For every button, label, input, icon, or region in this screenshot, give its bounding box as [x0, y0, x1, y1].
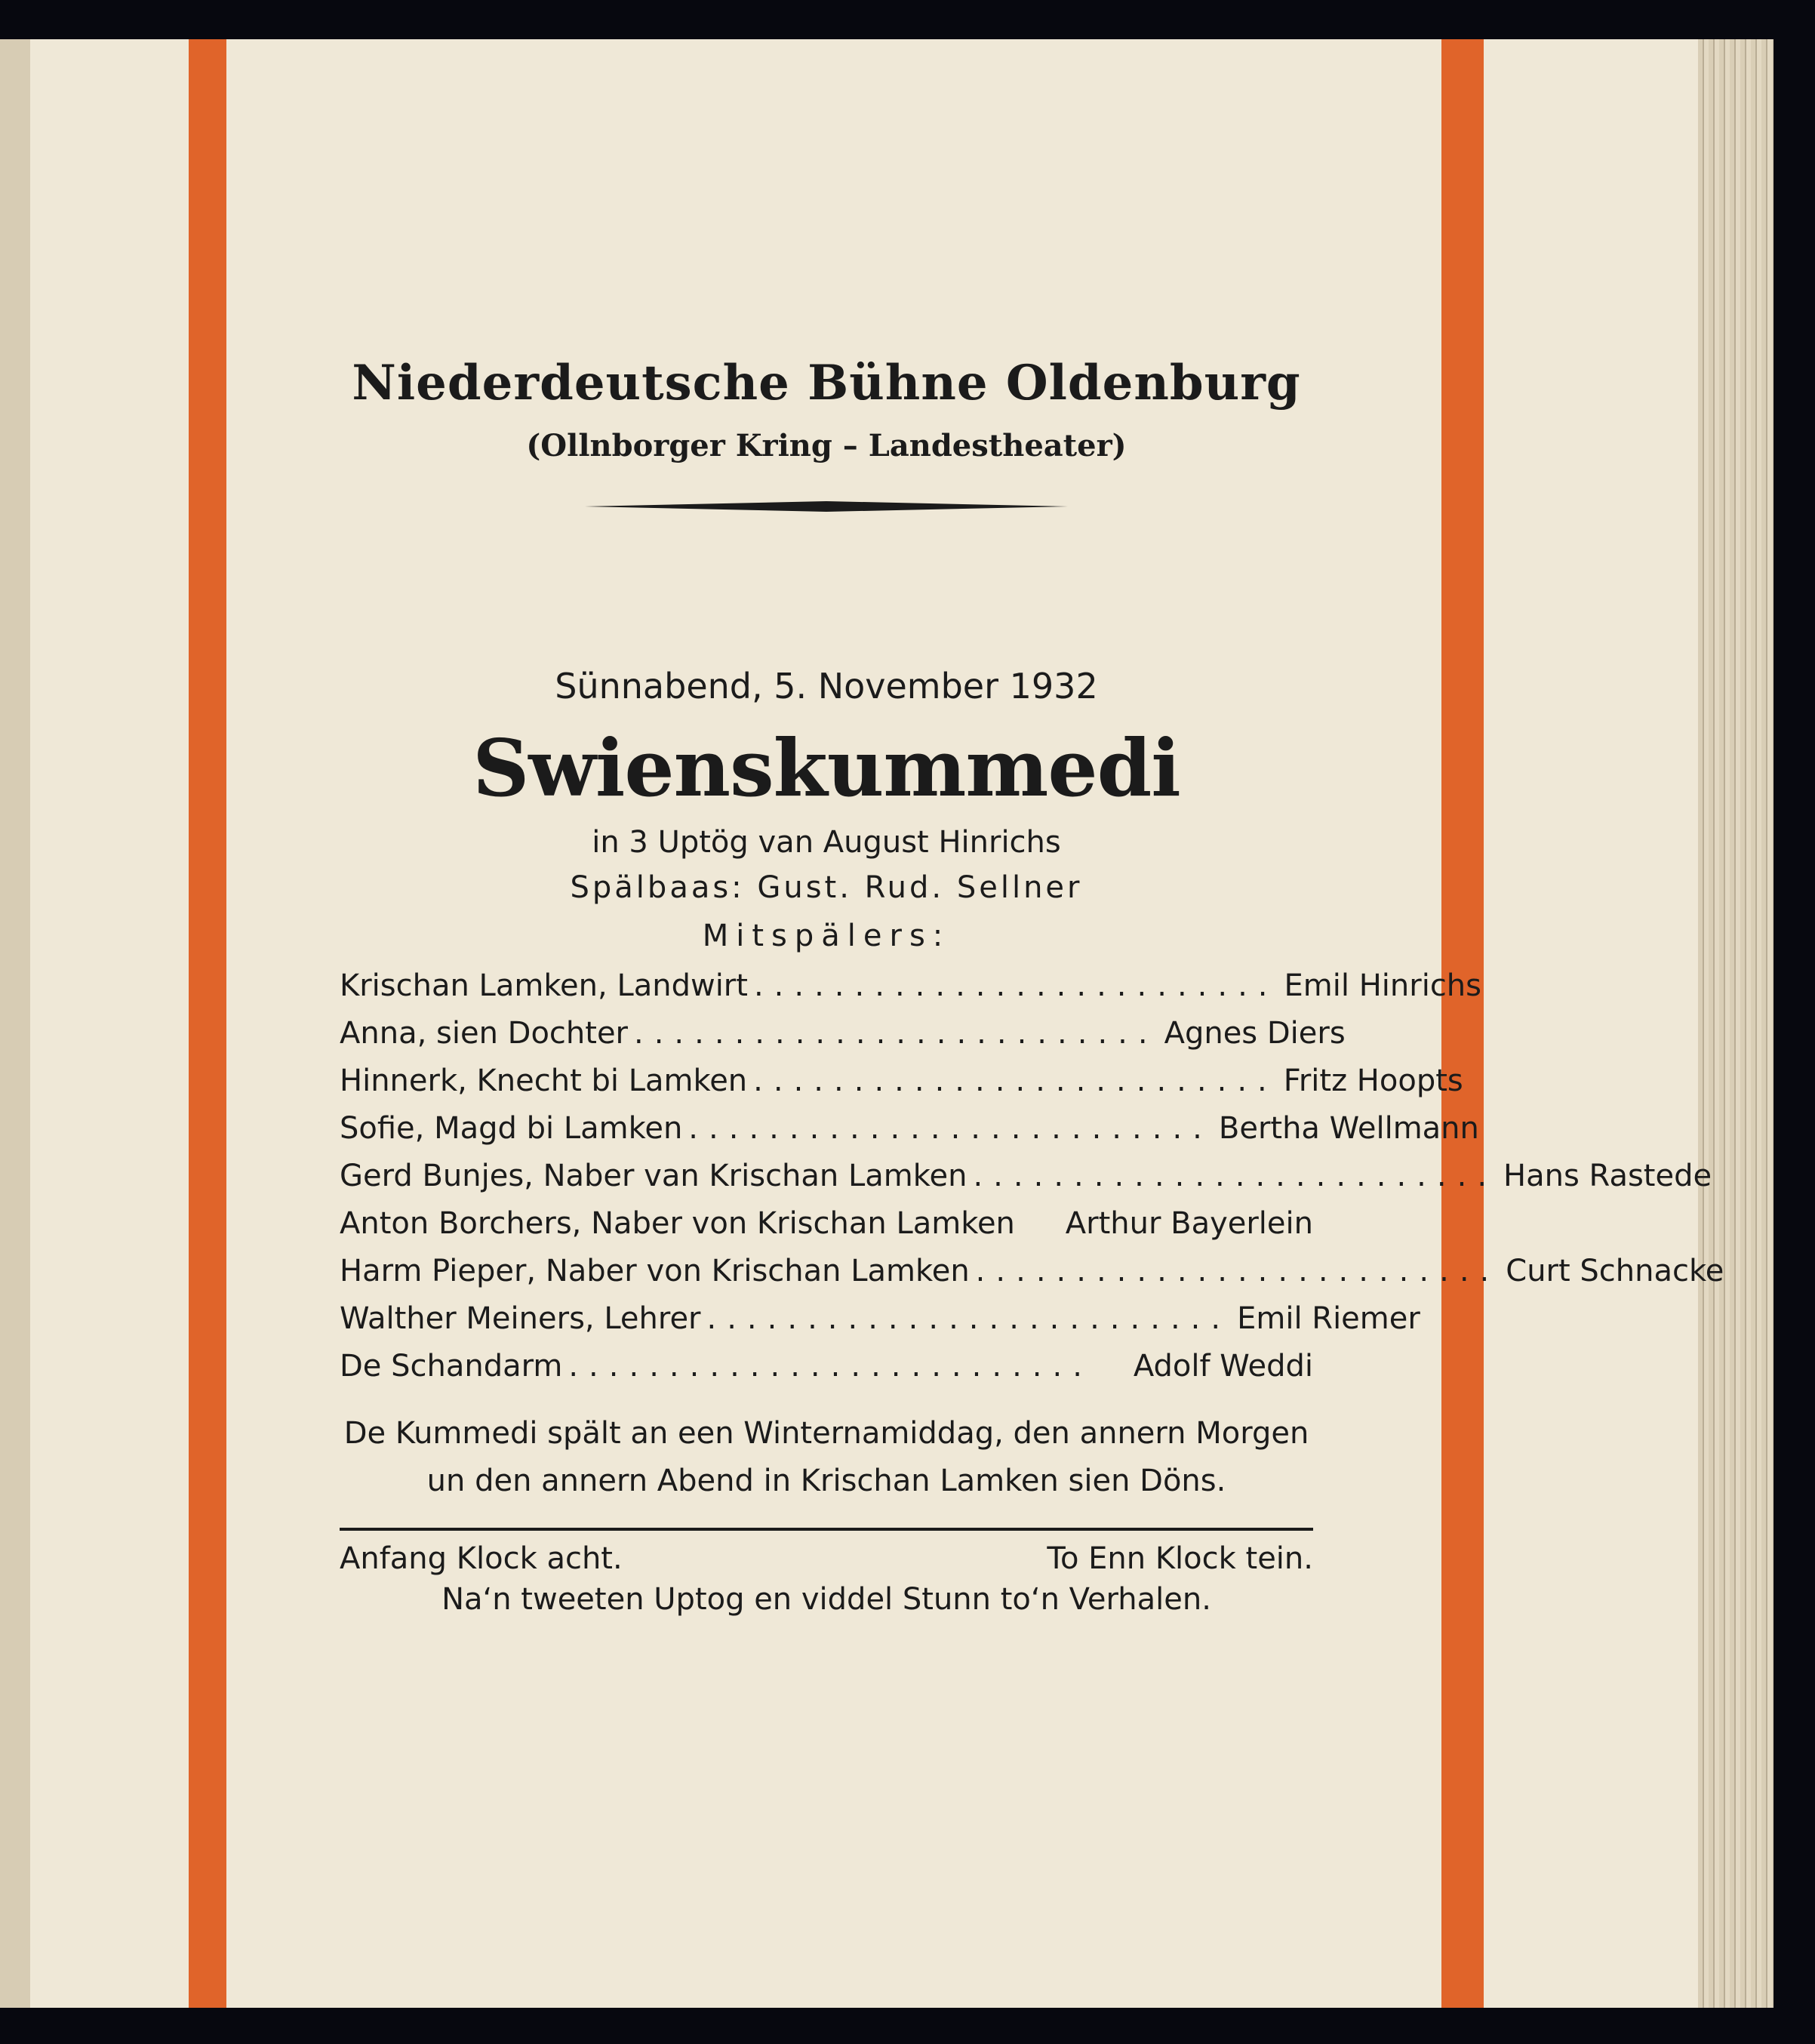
- cast-row: [340, 1016, 1346, 1064]
- start-time: Anfang Klock acht.: [340, 1541, 623, 1576]
- left-orange-stripe: [189, 39, 226, 2008]
- right-orange-stripe: [1441, 39, 1484, 2008]
- organization-title: Niederdeutsche Bühne Oldenburg: [352, 355, 1301, 411]
- program-content: [340, 355, 1724, 1617]
- cast-row: [340, 1159, 1712, 1206]
- cast-row: [340, 968, 1481, 1016]
- cast-role: Krischan Lamken, Landwirt: [340, 968, 748, 1003]
- cast-row: [340, 1206, 1313, 1254]
- cast-role: Harm Pieper, Naber von Krischan Lamken: [340, 1254, 970, 1288]
- cast-actor: Arthur Bayerlein: [1065, 1206, 1313, 1241]
- intermission-note: Na‘n tweeten Uptog en viddel Stunn to‘n Verhalen.: [441, 1582, 1211, 1617]
- cast-actor: Hans Rastede: [1503, 1159, 1712, 1193]
- tapered-divider: [585, 501, 1068, 512]
- cast-actor: Bertha Wellmann: [1218, 1111, 1479, 1146]
- acts-author: in 3 Uptög van August Hinrichs: [592, 825, 1061, 860]
- cast-heading: Mitspälers:: [702, 919, 951, 953]
- cast-list: [340, 968, 1724, 1396]
- end-time: To Enn Klock tein.: [1047, 1541, 1313, 1576]
- leader-dots: ..........................: [634, 1016, 1158, 1051]
- leader-dots: ..........................: [688, 1111, 1213, 1146]
- page-edges: [1698, 39, 1773, 2008]
- cast-role: Sofie, Magd bi Lamken: [340, 1111, 683, 1146]
- performance-date: Sünnabend, 5. November 1932: [555, 666, 1098, 706]
- leader-dots: ..........................: [753, 1064, 1278, 1098]
- cast-role: Anna, sien Dochter: [340, 1016, 628, 1051]
- organization-subtitle: (Ollnborger Kring – Landestheater): [526, 428, 1127, 463]
- cast-actor: Agnes Diers: [1164, 1016, 1346, 1051]
- leader-dots: ..........................: [706, 1301, 1232, 1336]
- leader-dots: ..........................: [975, 1254, 1500, 1288]
- time-row: [340, 1541, 1313, 1576]
- cast-role: Anton Borchers, Naber von Krischan Lamken: [340, 1206, 1015, 1241]
- leader-dots: ..........................: [753, 968, 1278, 1003]
- play-title: Swienskummedi: [472, 722, 1180, 814]
- cast-actor: Emil Riemer: [1237, 1301, 1420, 1336]
- setting-note: De Kummedi spält an een Winternamiddag, den annern Morgen un den annern Abend in Krischan Lamken sien Döns.: [343, 1416, 1309, 1498]
- director: Spälbaas: Gust. Rud. Sellner: [570, 870, 1083, 905]
- cast-row: [340, 1111, 1479, 1159]
- cast-role: Hinnerk, Knecht bi Lamken: [340, 1064, 748, 1098]
- footer-divider: [340, 1528, 1313, 1531]
- cast-role: De Schandarm: [340, 1349, 563, 1384]
- cast-role: Walther Meiners, Lehrer: [340, 1301, 701, 1336]
- cast-actor: Emil Hinrichs: [1284, 968, 1481, 1003]
- cast-actor: Fritz Hoopts: [1283, 1064, 1463, 1098]
- leader-dots: ..........................: [973, 1159, 1498, 1193]
- cast-row: [340, 1349, 1313, 1396]
- book-gutter: [0, 39, 32, 2008]
- cast-role: Gerd Bunjes, Naber van Krischan Lamken: [340, 1159, 967, 1193]
- cast-row: [340, 1254, 1724, 1301]
- cast-actor: Curt Schnacke: [1506, 1254, 1724, 1288]
- cast-actor: Adolf Weddi: [1133, 1349, 1313, 1384]
- cast-row: [340, 1064, 1463, 1111]
- leader-dots: ..........................: [568, 1349, 1093, 1384]
- cast-row: [340, 1301, 1420, 1349]
